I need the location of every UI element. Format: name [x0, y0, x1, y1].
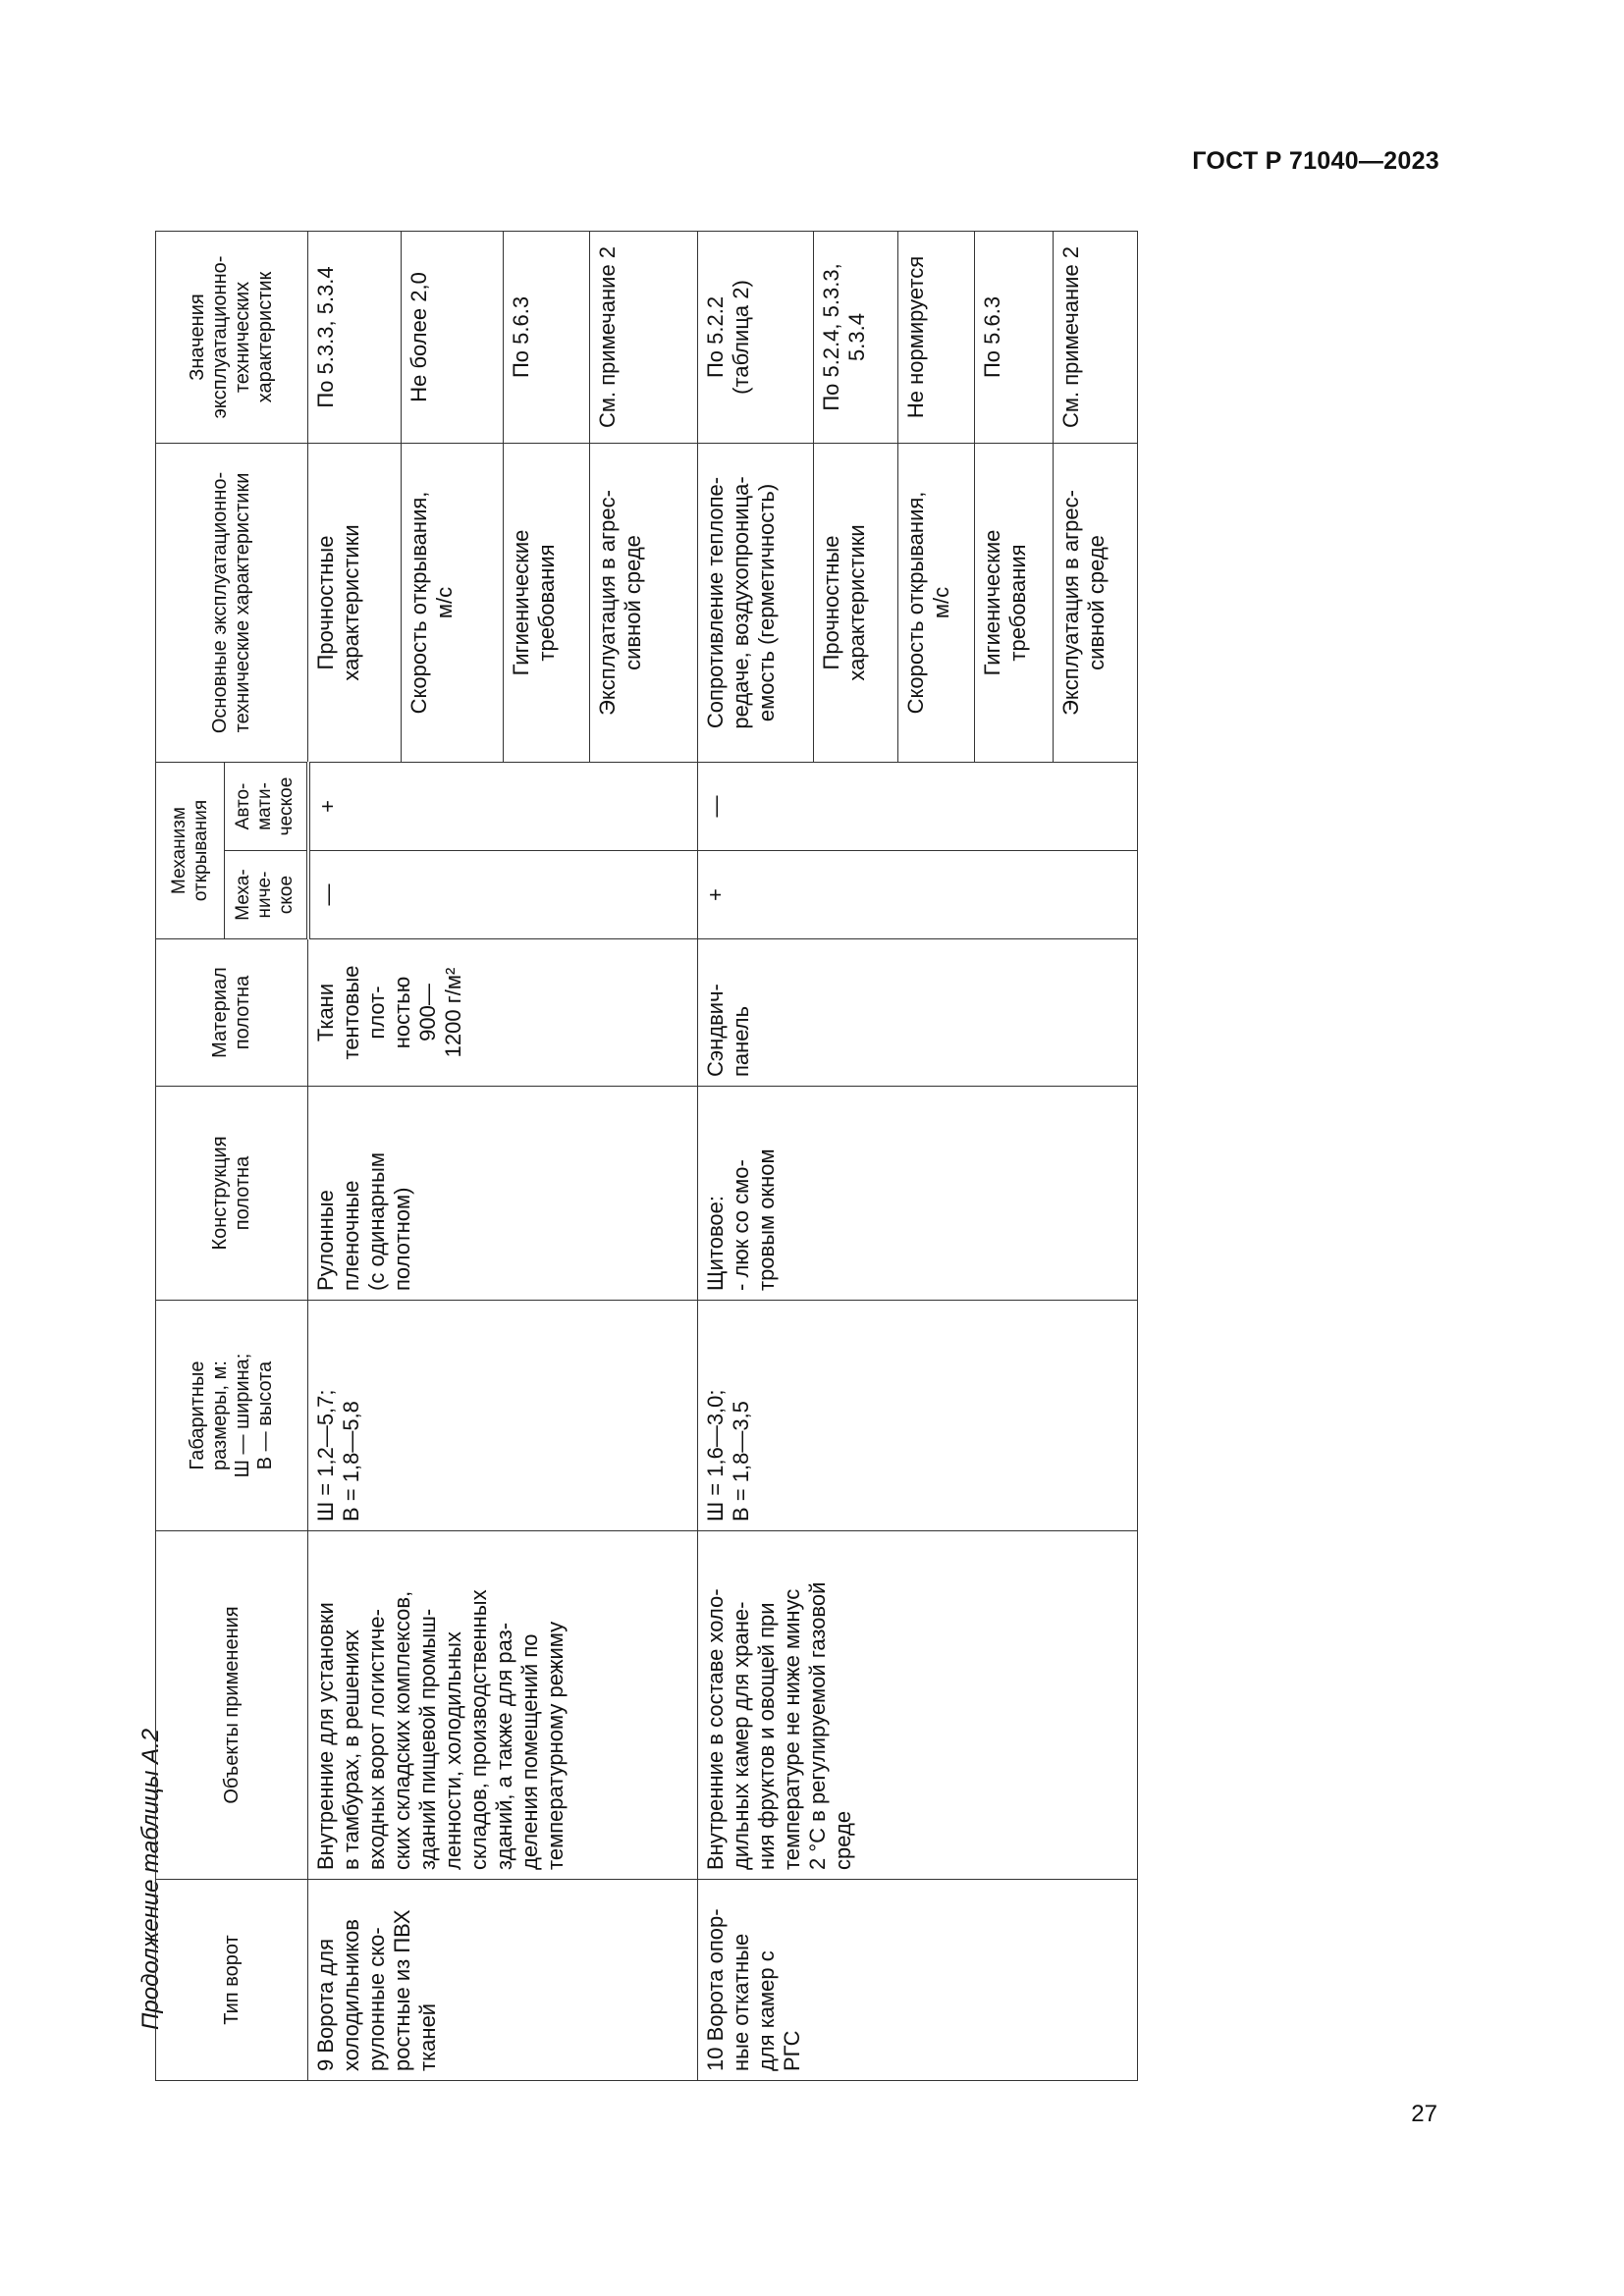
row9-mechanism-manual: — — [308, 851, 698, 939]
row9-type: 9 Ворота для холодильников рулонные ско- ростные из ПВХ тканей — [308, 1880, 698, 2081]
table-caption: Продолжение таблицы А.2 — [137, 1728, 164, 2030]
row9-char-4-name: Эксплуатация в агрес- сивной среде — [590, 443, 698, 762]
row9-material: Ткани тентовые плот- ностью 900— 1200 г/м² — [308, 939, 698, 1087]
row9-construction: Рулонные пленочные (с одинарным полотном) — [308, 1087, 698, 1301]
row10-material: Сэндвич- панель — [698, 939, 1138, 1087]
row9-char-1-value: По 5.3.3, 5.3.4 — [308, 231, 402, 443]
row10-mechanism-manual: + — [698, 851, 1138, 939]
row10-char-2-value: По 5.2.4, 5.3.3, 5.3.4 — [814, 231, 898, 443]
row9-char-3-value: По 5.6.3 — [504, 231, 590, 443]
row9-char-2-name: Скорость открывания, м/с — [402, 443, 504, 762]
header-construction: Конструкция полотна — [156, 1087, 308, 1301]
row9-mechanism-auto: + — [308, 762, 698, 850]
page-number: 27 — [1411, 2101, 1437, 2127]
header-mechanism-manual: Меха- ниче- ское — [225, 851, 308, 939]
row10-char-2-name: Прочностные характеристики — [814, 443, 898, 762]
row10-char-1-value: По 5.2.2 (таблица 2) — [698, 231, 814, 443]
row9-char-1-name: Прочностные характеристики — [308, 443, 402, 762]
row10-char-1-name: Сопротивление теплопе- редаче, воздухопроница- емость (герметичность) — [698, 443, 814, 762]
header-mechanism-auto: Авто- мати- ческое — [225, 762, 308, 850]
row9-char-3-name: Гигиенические требования — [504, 443, 590, 762]
row10-char-4-value: По 5.6.3 — [975, 231, 1054, 443]
row10-char-5-name: Эксплуатация в агрес- сивной среде — [1054, 443, 1138, 762]
header-type: Тип ворот — [156, 1880, 308, 2081]
rotated-table-container — [155, 232, 1109, 2081]
row10-char-5-value: См. примечание 2 — [1054, 231, 1138, 443]
row10-dimensions: Ш = 1,6—3,0; В = 1,8—3,5 — [698, 1301, 1138, 1531]
header-characteristics: Основные эксплуатационно- технические характеристики — [156, 443, 308, 762]
document-code: ГОСТ Р 71040—2023 — [1192, 147, 1439, 175]
header-values: Значения эксплуатационно- технических характеристик — [156, 231, 308, 443]
gate-characteristics-table — [155, 231, 1138, 2081]
row9-char-2-value: Не более 2,0 — [402, 231, 504, 443]
row9-objects: Внутренние для установки в тамбурах, в решениях входных ворот логистиче- ских складских комплексов, зданий пищевой промыш- ленности, холодильных складов, производственных зданий, а также для раз- деления помещений по температурному режиму — [308, 1531, 698, 1880]
row10-char-3-name: Скорость открывания, м/с — [898, 443, 975, 762]
row10-char-4-name: Гигиенические требования — [975, 443, 1054, 762]
header-material: Материал полотна — [156, 939, 308, 1087]
row9-dimensions: Ш = 1,2—5,7; В = 1,8—5,8 — [308, 1301, 698, 1531]
table-row — [698, 231, 814, 2080]
row10-mechanism-auto: — — [698, 762, 1138, 850]
row10-objects: Внутренние в составе холо- дильных камер для хране- ния фруктов и овощей при температуре не ниже минус 2 °С в регулируемой газовой среде — [698, 1531, 1138, 1880]
row9-char-4-value: См. примечание 2 — [590, 231, 698, 443]
row10-construction: Щитовое: - люк со смо- тровым окном — [698, 1087, 1138, 1301]
row10-char-3-value: Не нормируется — [898, 231, 975, 443]
header-mechanism: Механизм открывания — [156, 762, 225, 938]
row10-type: 10 Ворота опор- ные откатные для камер с РГС — [698, 1880, 1138, 2081]
header-objects: Объекты применения — [156, 1531, 308, 1880]
table-row — [308, 231, 402, 2080]
header-dimensions: Габаритные размеры, м: Ш — ширина; В — высота — [156, 1301, 308, 1531]
